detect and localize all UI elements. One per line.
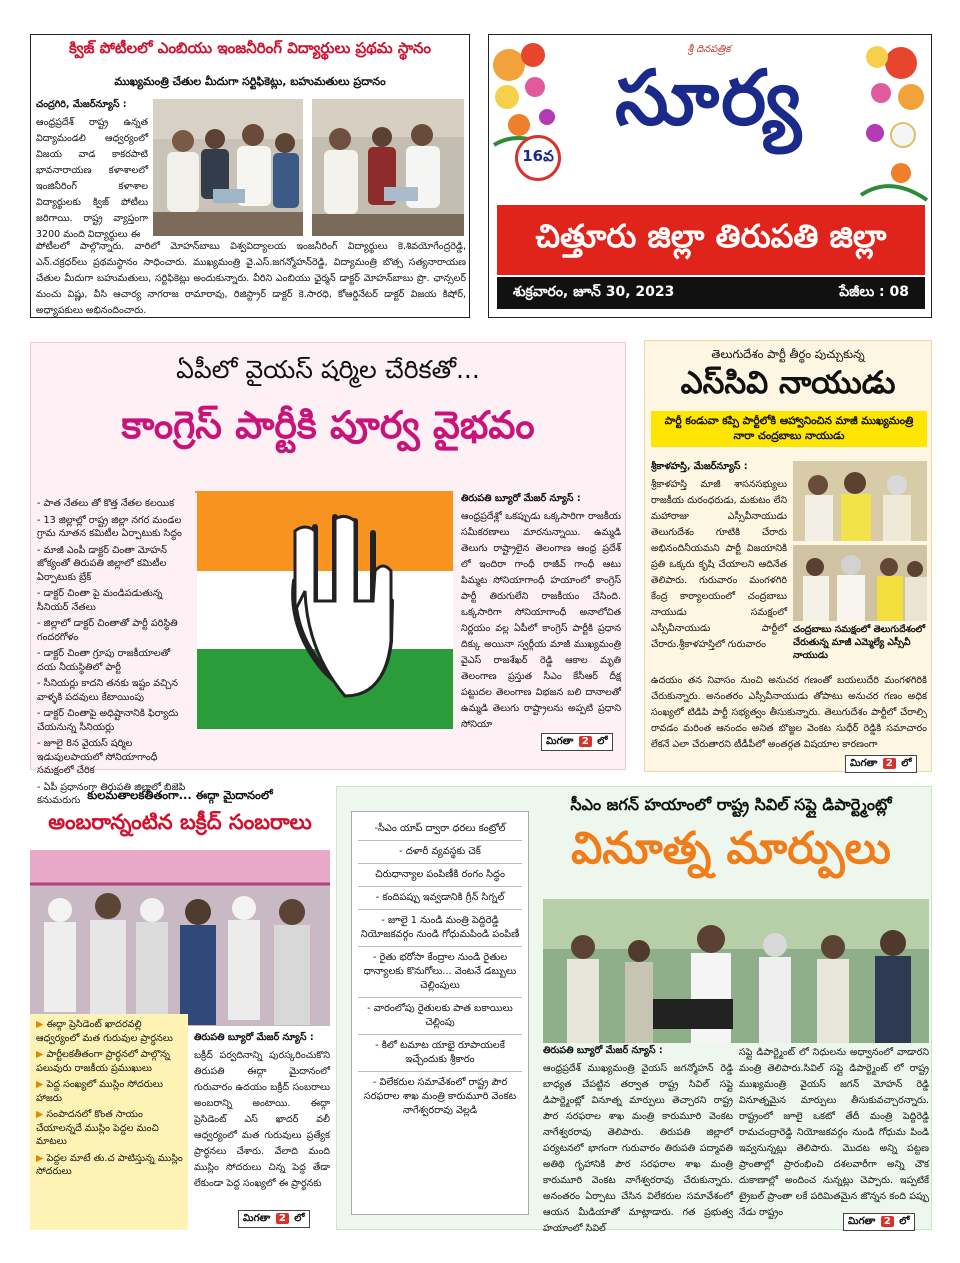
bakrid-bullet: ▶ పెద్దల మాటే తు.చ పాటిస్తున్న ముస్లిం సోదరులు bbox=[36, 1152, 183, 1177]
bakrid-bullets bbox=[30, 1014, 188, 1230]
agri-story bbox=[336, 786, 932, 1234]
tdp-caption: చంద్రబాబు సమక్షంలో తెలుగుదేశంలో చేరుతున్న మాజీ ఎమ్మెల్యే ఎస్సీవీ నాయుడు bbox=[793, 624, 926, 661]
bullet-arrow-icon: ▶ bbox=[36, 1109, 47, 1120]
agri-continued bbox=[843, 1213, 915, 1231]
congress-bullet: - మాజీ ఎంపీ డాక్టర్ చింతా మోహన్ జోక్యంతో తిరుపతి జిల్లాలో కమిటీల ఏర్పాటుకు బ్రేక్ bbox=[37, 544, 167, 583]
continued-page: 2 bbox=[881, 1216, 894, 1227]
agri-photo bbox=[543, 899, 929, 1043]
congress-bullet: - 13 జిల్లాల్లో రాష్ట్ర జిల్లా నగర మండల గ్రామ నూతన కమిటీల ఏర్పాటుకు సిద్ధం bbox=[37, 514, 182, 539]
continued-label: మిగతా bbox=[546, 736, 574, 747]
bullet-arrow-icon: ▶ bbox=[36, 1079, 47, 1090]
agri-bullet: - దళారీ వ్యవస్థకు చెక్ bbox=[358, 841, 522, 864]
congress-bullet: - డాక్టర్ చింతా గ్రూపు రాజకీయాలతో దయ నీయస్థితిలో పార్టీ bbox=[37, 648, 171, 673]
congress-bullet: - సీనియర్లు కాదని తనకు ఇష్టం వచ్చిన వాళ్ళకి పదవులు కేటాయింపు bbox=[37, 678, 178, 703]
masthead-title: సూర్య bbox=[615, 53, 803, 142]
bakrid-bullet: ▶ ఈద్గా ప్రెసిడెంట్ ఖాదరవల్లి ఆధ్వర్యంలో మత గురువుల ప్రార్ధనలు bbox=[36, 1019, 173, 1044]
bakrid-body: బక్రీద్ పర్వదినాన్ని పురస్కరించుకొని తిరుపతి ఈద్గా మైదానంలో గురువారం ఉదయం బక్రీద్ సంబరాలు అంబరాన్ని అంటాయి. ఈద్గా ప్రెసిడెంట్ ఎస్ ఖాదర్ వలీ ఆధ్వర్యంలో మత గురువులు ప్రత్యేక ప్రార్ధనలు చేశారు. వేలాది మంది ముస్లిం సోదరులు చిన్న పెద్ద తేడా లేకుండా పెద్ద సంఖ్యలో ఈ ప్రార్ధనకు bbox=[194, 1050, 330, 1189]
quiz-story bbox=[30, 34, 470, 318]
agri-body-col2: సప్లై డిపార్ట్మెంట్ లో నిధులను అధ్వానంలో వాడారని మంత్రి తెలిపారు.సివిల్ సప్లై డిపార్ట్మెంట్ లో రాష్ట్ర ముఖ్యమంత్రి వైయస్ జగన్ మోహన్ రెడ్డి వినూత్నమైన మార్పులు తీసుకువచ్చారన్నారు. రాష్ట్రంలో జూలై ఒకటో తేదీ మంత్రి పెద్దిరెడ్డి రామచంద్రారెడ్డి నియోజకవర్గం నుండి గోధుమ పిండి ఇవ్వనున్నట్లు తెలిపారు. మొదట అన్ని పట్టణ ప్రాంతాల్లో ప్రారంభించి దశలవారీగా అన్ని చౌక దుకాణాల్లో అందించ నున్నట్లు చెప్పారు. ఇప్పటికే ట్రైబల్ ప్రాంతా లకే పరిమితమైన జొన్నన కంది పప్పు నేడు రాష్ట్రం bbox=[739, 1047, 929, 1218]
agri-body-col1: ఆంధ్రప్రదేశ్ ముఖ్యమంత్రి వైయస్ జగన్మోహన్ రెడ్డి బాధ్యత చేపట్టిన తర్వాత రాష్ట్ర సివిల్ సప్లై డిపార్ట్మెంట్లో వినూత్న మార్పులు తెచ్చారని రాష్ట్ర పౌర సరఫరాల శాఖ మంత్రి కారుమూరి వెంకట నాగేశ్వరరావు తెలిపారు. తిరుపతి జిల్లాలో పర్యటనలో భాగంగా గురువారం తిరుపతి పద్మావతి అతిథి గృహానికి పౌర సరఫరాల శాఖ మంత్రి కారుమూరి వెంకట నాగేశ్వరరావు చేరుకున్నారు. అనంతరం ఏర్పాటు చేసిన విలేకరుల సమావేశంలో ఆయన మీడియాతో మాట్లాడారు. గత ప్రభుత్వ హయాంలో సివిల్ bbox=[543, 1063, 733, 1234]
bullet-arrow-icon: ▶ bbox=[36, 1152, 47, 1164]
continued-page: 2 bbox=[276, 1213, 289, 1224]
bakrid-bullet: ▶ పెద్ద సంఖ్యలో ముస్లిం సోదరులు హాజరు bbox=[36, 1079, 163, 1104]
congress-bullet: - డాక్టర్ చింతా పై మండిపడుతున్న సీనియర్ నేతలు bbox=[37, 588, 163, 613]
agri-bullet: - జూలై 1 నుండి మంత్రి పెద్దిరెడ్డి నియోజకవర్గం నుండి గోధుమపిండి పంపిణీ bbox=[358, 910, 522, 947]
tdp-body-col: శ్రీకాళహస్తి మాజీ శాసనసభ్యులు రాజకీయ దురంధరుడు, మకుటం లేని మహారాజు ఎస్సీవీనాయుడు తెలుగుదేశం గూటికి చేరారు అభినందినీయమని పార్టీ విజయానికి ప్రతి ఒక్కరు కృషి చేయాలని ఆదినేత తెలిపారు. గురువారం మంగళగిరి కేంద్ర కార్యాలయంలో చంద్రబాబు నాయుడు సమక్షంలో ఎస్సీవీనాయుడు పార్టీలో చేరారు.శ్రీకాళహస్తిలో గురువారం bbox=[651, 479, 787, 650]
agri-bullet: - వారంలోపు రైతులకు పాత బకాయిలు చెల్లింపు bbox=[358, 998, 522, 1035]
masthead-banner: శ్రీ దినపత్రిక bbox=[687, 44, 731, 55]
agri-bullet: - కిలో టమాట యాభై రూపాయలకే ఇచ్చేందుకు శ్రీకారం bbox=[358, 1035, 522, 1072]
tdp-dateline: శ్రీకాళహస్తి, మేజర్‌న్యూస్ : bbox=[651, 461, 748, 472]
agri-headline-big: వినూత్న మార్పులు bbox=[571, 823, 891, 874]
agri-bullets bbox=[351, 811, 529, 1215]
quiz-photo-2 bbox=[312, 99, 464, 236]
bakrid-headline: అంబరాన్నంటిన బక్రీద్ సంబరాలు bbox=[48, 810, 312, 834]
anniversary-text: 16వ bbox=[522, 147, 554, 165]
congress-bullet: - జిల్లాలో డాక్టర్ చింతాతో పార్టీ పరిస్థితి గందరగోళం bbox=[37, 618, 178, 643]
quiz-dateline: చంద్రగిరి, మేజర్‌న్యూస్ : bbox=[36, 99, 127, 110]
issue-date: శుక్రవారం, జూన్ 30, 2023 bbox=[513, 283, 675, 300]
continued-suffix: లో bbox=[899, 1216, 910, 1227]
districts-banner bbox=[497, 205, 925, 275]
continued-page: 2 bbox=[883, 758, 896, 769]
quiz-headline: క్విజ్ పోటీలలో ఎంబియు ఇంజనీరింగ్ విద్యార్థులు ప్రథమ స్థానం bbox=[69, 39, 431, 57]
congress-bullet: - జూలై 8న వైయస్ షర్మిల ఇడుపులపాయలో సోనియాగాంధీ సమక్షంలో చేరిక bbox=[37, 738, 158, 776]
congress-body: ఆంధ్రప్రదేశ్లో ఒకప్పుడు ఒక్కసారిగా రాజకీయ సమీకరణాలు మారనున్నాయి. ఉమ్మడి తెలుగు రాష్ట్రాలైన తెలంగాణ ఆంధ్ర ప్రదేశ్ లో ఇందిరా గాంధీ రాజీవ్ గాంధీ ఆటు పిమ్మట సోనియాగాంధీ హయాంలో కాంగ్రెస్ పార్టీ తిరుగులేని రాజకీయం చేసింది. ఒక్కసారిగా సోనియాగాంధీ అనాలోచిత నిర్ణయం వల్ల ఏపీలో కాంగ్రెస్ పార్టీకి ప్రధాన దిక్కు అయినా స్వర్గీయ మాజీ ముఖ్యమంత్రి వైఎస్ రాజశేఖర్ రెడ్డి ఆకాల మృతి తెలంగాణ ప్రస్తుత సీఎం కేసీఆర్ దీక్ష పట్టుదల తెలంగాణ విభజన బలి దానాలతో ఉమ్మడి తెలుగు రాష్ట్రాలను అప్పటి ప్రధాని సోనియా bbox=[461, 511, 621, 730]
continued-label: మిగతా bbox=[850, 758, 878, 769]
congress-dateline: తిరుపతి బ్యూరో మేజర్ న్యూస్ : bbox=[461, 493, 581, 504]
agri-headline-top: సీఎం జగన్ హయాంలో రాష్ట్ర సివిల్ సప్లై డిపార్ట్మెంట్లో bbox=[570, 795, 892, 814]
congress-headline: కాంగ్రెస్ పార్టీకి పూర్వ వైభవం bbox=[121, 403, 535, 447]
continued-page: 2 bbox=[579, 736, 592, 747]
quiz-body-left: ఆంధ్రప్రదేశ్ రాష్ట్ర ఉన్నత విద్యామండలి ఆధ్వర్యంలో విజయ వాడ కాకరపాటి భావనారాయణ కళాశాలలో ఇంజినీరింగ్ కళాశాల విద్యార్థులకు క్విజ్ పోటీలు జరిగాయి. రాష్ట్ర వ్యాప్తంగా 3200 మంది విద్యార్థులు ఈ bbox=[36, 117, 148, 240]
agri-bullet: - కందిపప్పు ఇవ్వడానికి గ్రీన్ సిగ్నల్ bbox=[358, 887, 522, 910]
continued-suffix: లో bbox=[597, 736, 608, 747]
page-number: పేజీలు : 08 bbox=[839, 283, 909, 300]
congress-kicker: ఏపీలో వైయస్ షర్మిల చేరికతో... bbox=[176, 355, 480, 384]
bakrid-continued bbox=[238, 1210, 310, 1228]
districts-text: చిత్తూరు జిల్లా తిరుపతి జిల్లా bbox=[535, 217, 887, 255]
quiz-subhead: ముఖ్యమంత్రి చేతుల మీదుగా సర్టిఫికెట్లు, బహుమతులు ప్రదానం bbox=[114, 75, 386, 88]
bakrid-photo bbox=[30, 850, 330, 1026]
continued-suffix: లో bbox=[294, 1213, 305, 1224]
bakrid-bullet: ▶ పార్టీలకతీతంగా ప్రార్ధనలో పాల్గొన్న పలువురు రాజకీయ ప్రముఖులు bbox=[36, 1049, 170, 1074]
tdp-headline: ఎస్‌సివి నాయుడు bbox=[680, 365, 896, 401]
congress-bullet: - పాత నేతలు తో కొత్త నేతల కలయిక bbox=[37, 498, 175, 509]
continued-suffix: లో bbox=[901, 758, 912, 769]
bullet-arrow-icon: ▶ bbox=[36, 1049, 47, 1060]
anniversary-badge bbox=[515, 135, 561, 181]
tdp-photo-2 bbox=[793, 545, 927, 621]
tdp-continued bbox=[845, 755, 917, 773]
bakrid-story bbox=[30, 786, 330, 1232]
continued-label: మిగతా bbox=[848, 1216, 876, 1227]
tdp-story bbox=[644, 340, 932, 772]
congress-logo bbox=[195, 491, 453, 729]
bakrid-dateline: తిరుపతి బ్యూరో మేజర్ న్యూస్ : bbox=[194, 1032, 314, 1043]
bakrid-kicker: కులమతాలకతీతంగా... ఈద్గా మైదానంలో bbox=[87, 788, 273, 802]
quiz-photo-1 bbox=[153, 99, 303, 236]
tdp-kicker: తెలుగుదేశం పార్టీ తీర్థం పుచ్చుకున్న bbox=[711, 347, 865, 361]
tdp-photo-1 bbox=[793, 461, 927, 541]
agri-bullet: -సీఎం యాప్ ద్వారా ధరలు కంట్రోల్ bbox=[358, 818, 522, 841]
congress-bullet: - ఏపీ ప్రధానంగా తిరుపతి జిల్లాలో బిజెపి కనుమరుగు bbox=[37, 781, 186, 806]
bullet-arrow-icon: ▶ bbox=[36, 1019, 47, 1030]
quiz-body-bottom: పోటీలలో పాల్గొన్నారు. వారిలో మోహన్‌బాబు విశ్వవిద్యాలయ ఇంజనీరింగ్ విద్యార్థులు కె.శివయోగేంద్రరెడ్డి, ఎన్.చక్రధర్‌లు ప్రథమస్థానం సాధించారు. ముఖ్యమంత్రి వై.ఎస్.జగన్మోహన్‌రెడ్డి, విద్యామంత్రి బొత్స సత్యనారాయణ చేతుల మీదుగా బహుమతులు, సర్టిఫికెట్లు అందుకున్నారు. వీరిని ఎంబియు ఛైర్మన్ డాక్టర్ మోహన్‌బాబు ప్రొ. ఛాన్సలర్ మంచు విష్ణు, వీసి ఆచార్య నాగరాజ రామారావు, రిజిస్ట్రార్ డాక్టర్ కె.సారధి, కోఆర్డినేటర్ డాక్టర్ విజయ కిషోర్, అధ్యాపకులు అభినందించారు. bbox=[36, 241, 466, 316]
agri-bullet: - విలేకరుల సమావేశంలో రాష్ట్ర పౌర సరఫరాల శాఖ మంత్రి కారుమూరి వెంకట నాగేశ్వరరావు వెల్లడి bbox=[363, 1077, 517, 1116]
agri-bullet: చిరుధాన్యాల పంపిణీకి రంగం సిద్ధం bbox=[358, 864, 522, 887]
bakrid-bullet: ▶ సంపాదనలో కొంత సాయం చేయాలన్నదే ముస్లిం పెద్దల మంచి మాటలు bbox=[36, 1109, 159, 1147]
masthead bbox=[488, 34, 932, 318]
tdp-body-full: ఉదయం తన నివాసం నుంచి అనుచర గణంతో బయలుదేరి మంగళగిరికి చేరుకున్నారు. అనంతరం ఎస్సీవీనాయుడు తోపాటు అనుచర గణం అధిక సంఖ్యలో టిడిపి పార్టీ సభ్యత్వం తీసుకున్నారు. తెలుగుదేశం పార్టీలో చేరాల్సి రావడం మరింత ఆనందం అనిత బొజ్జల వెంకట సుధీర్ రెడ్డికి సమాచారం లేకనే ఎలా చేరుతారని టీడీపీలో అంతర్గత విషయాల కారణంగా bbox=[651, 675, 927, 750]
agri-bullet: - రైతు భరోసా కేంద్రాల నుండి రైతుల ధాన్యాలకు కొనుగోలు... వెంటనే డబ్బులు చెల్లింపులు bbox=[358, 947, 522, 998]
congress-continued bbox=[541, 733, 613, 751]
continued-label: మిగతా bbox=[243, 1213, 271, 1224]
agri-dateline: తిరుపతి బ్యూరో మేజర్ న్యూస్ : bbox=[543, 1045, 663, 1056]
dateline-bar bbox=[497, 277, 925, 309]
congress-bullet: - డాక్టర్ చింతాపై అధిష్టానానికి ఫిర్యాదు చేయనున్న సీనియర్లు bbox=[37, 708, 179, 733]
tdp-subhead: పార్టీ కండువా కప్పి పార్టీలోకి ఆహ్వానించిన మాజీ ముఖ్యమంత్రి నారా చంద్రబాబు నాయుడు bbox=[651, 411, 927, 447]
